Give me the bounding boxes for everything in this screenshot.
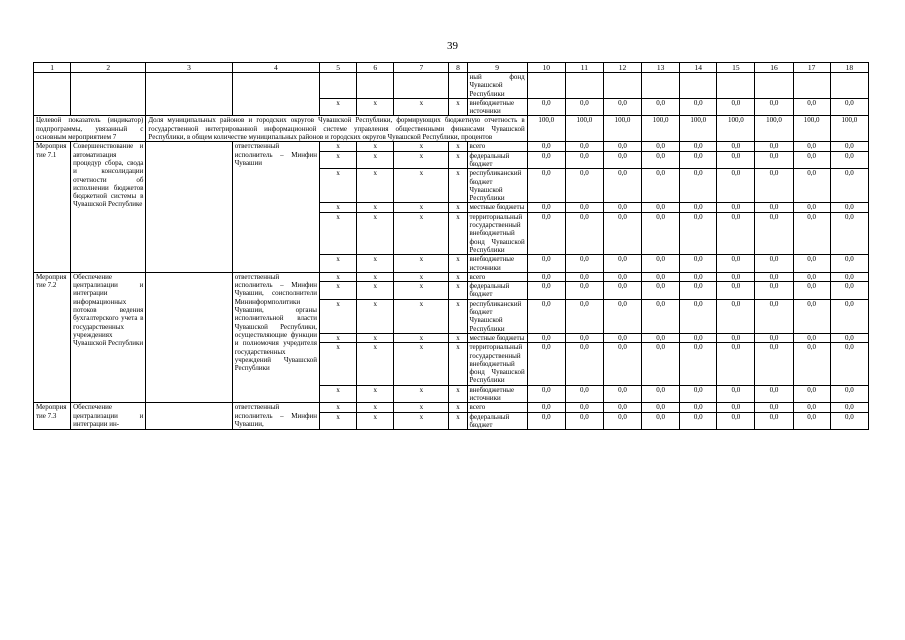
amount-cell: 0,0 xyxy=(603,142,641,151)
mark-cell: x xyxy=(449,403,467,412)
measure-executor: ответственный исполнитель – Минфин Чувашии, соисполнители Мининформполитики Чувашии, органы исполнительной власти Чувашской Республики, осуществляющие функции и полномочия учредителя государственных учреждений Чувашской Республики xyxy=(232,272,319,402)
amount-cell: 0,0 xyxy=(565,385,603,403)
funding-source: федеральный бюджет xyxy=(467,151,527,169)
mark-cell: x xyxy=(394,169,449,203)
empty-cell xyxy=(146,73,232,116)
mark-cell: x xyxy=(394,282,449,300)
mark-cell: x xyxy=(357,385,394,403)
amount-cell: 0,0 xyxy=(565,98,603,116)
mark-cell: x xyxy=(449,98,467,116)
mark-cell: x xyxy=(394,212,449,254)
column-number-6: 6 xyxy=(357,63,394,73)
amount-cell: 0,0 xyxy=(603,203,641,212)
amount-cell: 0,0 xyxy=(793,343,830,385)
column-number-5: 5 xyxy=(320,63,357,73)
amount-cell: 0,0 xyxy=(755,203,793,212)
amount-cell: 0,0 xyxy=(717,282,755,300)
mark-cell: x xyxy=(449,299,467,333)
amount-cell: 0,0 xyxy=(755,142,793,151)
amount-cell: 0,0 xyxy=(830,343,868,385)
mark-cell: x xyxy=(394,255,449,273)
amount-cell: 0,0 xyxy=(830,403,868,412)
amount-cell: 0,0 xyxy=(830,255,868,273)
mark-cell xyxy=(320,73,357,99)
amount-cell: 0,0 xyxy=(830,412,868,430)
mark-cell: x xyxy=(394,142,449,151)
table-row xyxy=(34,142,869,151)
amount-cell: 0,0 xyxy=(565,142,603,151)
amount-cell: 0,0 xyxy=(642,343,680,385)
budget-table xyxy=(33,62,869,430)
column-number-row xyxy=(34,63,869,73)
amount-cell: 0,0 xyxy=(527,343,565,385)
amount-cell: 0,0 xyxy=(603,403,641,412)
amount-cell: 0,0 xyxy=(642,272,680,281)
column-number-3: 3 xyxy=(146,63,232,73)
amount-cell: 0,0 xyxy=(565,169,603,203)
amount-cell: 0,0 xyxy=(680,142,717,151)
amount-cell: 0,0 xyxy=(527,203,565,212)
amount-cell: 0,0 xyxy=(680,299,717,333)
column-number-16: 16 xyxy=(755,63,793,73)
amount-cell: 0,0 xyxy=(830,142,868,151)
amount-cell xyxy=(830,73,868,99)
mark-cell: x xyxy=(357,272,394,281)
amount-cell: 0,0 xyxy=(527,282,565,300)
amount-cell: 0,0 xyxy=(527,255,565,273)
amount-cell: 0,0 xyxy=(755,412,793,430)
amount-cell: 0,0 xyxy=(565,212,603,254)
column-number-14: 14 xyxy=(680,63,717,73)
amount-cell: 0,0 xyxy=(793,169,830,203)
measure-code: Мероприятие 7.2 xyxy=(34,272,71,402)
amount-cell xyxy=(603,73,641,99)
amount-cell: 0,0 xyxy=(755,385,793,403)
funding-source: федеральный бюджет xyxy=(467,282,527,300)
mark-cell: x xyxy=(320,142,357,151)
amount-cell: 0,0 xyxy=(527,212,565,254)
mark-cell: x xyxy=(449,203,467,212)
amount-cell: 0,0 xyxy=(527,142,565,151)
mark-cell: x xyxy=(449,272,467,281)
amount-cell: 0,0 xyxy=(717,412,755,430)
amount-cell: 0,0 xyxy=(830,203,868,212)
amount-cell: 0,0 xyxy=(565,343,603,385)
funding-source: всего xyxy=(467,142,527,151)
mark-cell: x xyxy=(449,151,467,169)
mark-cell: x xyxy=(357,412,394,430)
mark-cell: x xyxy=(320,203,357,212)
amount-cell: 0,0 xyxy=(755,169,793,203)
amount-cell: 0,0 xyxy=(642,142,680,151)
mark-cell: x xyxy=(449,333,467,342)
mark-cell: x xyxy=(449,255,467,273)
amount-cell: 0,0 xyxy=(830,212,868,254)
mark-cell: x xyxy=(449,212,467,254)
amount-cell: 0,0 xyxy=(830,169,868,203)
amount-cell: 0,0 xyxy=(642,169,680,203)
funding-source: ный фонд Чувашской Республики xyxy=(467,73,527,99)
measure-executor: ответственный исполнитель – Минфин Чувашии, xyxy=(232,403,319,430)
target-value: 100,0 xyxy=(793,116,830,142)
amount-cell: 0,0 xyxy=(565,282,603,300)
column-number-13: 13 xyxy=(642,63,680,73)
mark-cell: x xyxy=(357,299,394,333)
amount-cell xyxy=(680,73,717,99)
mark-cell: x xyxy=(394,272,449,281)
funding-source: местные бюджеты xyxy=(467,333,527,342)
measure-name: Обеспечение централизации и интеграции ин- xyxy=(71,403,146,430)
amount-cell: 0,0 xyxy=(717,255,755,273)
amount-cell: 0,0 xyxy=(717,343,755,385)
mark-cell: x xyxy=(394,343,449,385)
amount-cell: 0,0 xyxy=(793,151,830,169)
amount-cell: 0,0 xyxy=(717,385,755,403)
target-value: 100,0 xyxy=(680,116,717,142)
amount-cell xyxy=(527,73,565,99)
mark-cell: x xyxy=(320,299,357,333)
amount-cell: 0,0 xyxy=(717,212,755,254)
amount-cell: 0,0 xyxy=(527,299,565,333)
measure-code: Мероприятие 7.1 xyxy=(34,142,71,272)
amount-cell: 0,0 xyxy=(755,403,793,412)
amount-cell: 0,0 xyxy=(755,299,793,333)
column-number-15: 15 xyxy=(717,63,755,73)
amount-cell: 0,0 xyxy=(642,403,680,412)
funding-source: всего xyxy=(467,403,527,412)
amount-cell: 0,0 xyxy=(603,299,641,333)
column-number-12: 12 xyxy=(603,63,641,73)
empty-cell xyxy=(146,272,232,402)
amount-cell: 0,0 xyxy=(642,203,680,212)
amount-cell: 0,0 xyxy=(755,282,793,300)
mark-cell: x xyxy=(357,333,394,342)
amount-cell: 0,0 xyxy=(793,282,830,300)
amount-cell: 0,0 xyxy=(793,212,830,254)
amount-cell xyxy=(642,73,680,99)
amount-cell: 0,0 xyxy=(642,299,680,333)
amount-cell: 0,0 xyxy=(793,98,830,116)
mark-cell: x xyxy=(449,343,467,385)
amount-cell: 0,0 xyxy=(793,142,830,151)
funding-source: республиканский бюджет Чувашской Республики xyxy=(467,169,527,203)
funding-source: республиканский бюджет Чувашской Республики xyxy=(467,299,527,333)
amount-cell: 0,0 xyxy=(642,385,680,403)
amount-cell: 0,0 xyxy=(527,98,565,116)
target-value: 100,0 xyxy=(565,116,603,142)
mark-cell: x xyxy=(320,255,357,273)
measure-name: Обеспечение централизации и интеграции информационных потоков ведения бухгалтерского учета в государственных учреждениях Чувашской Республики xyxy=(71,272,146,402)
measure-executor: ответственный исполнитель – Минфин Чувашии xyxy=(232,142,319,272)
funding-source: территориальный государственный внебюджетный фонд Чувашской Республики xyxy=(467,212,527,254)
mark-cell: x xyxy=(357,255,394,273)
mark-cell xyxy=(449,73,467,99)
amount-cell: 0,0 xyxy=(527,272,565,281)
measure-code: Мероприятие 7.3 xyxy=(34,403,71,430)
amount-cell: 0,0 xyxy=(830,272,868,281)
amount-cell: 0,0 xyxy=(642,333,680,342)
column-number-11: 11 xyxy=(565,63,603,73)
amount-cell: 0,0 xyxy=(642,151,680,169)
amount-cell: 0,0 xyxy=(755,343,793,385)
amount-cell: 0,0 xyxy=(793,403,830,412)
mark-cell: x xyxy=(449,282,467,300)
amount-cell: 0,0 xyxy=(717,169,755,203)
column-number-17: 17 xyxy=(793,63,830,73)
target-text: Доля муниципальных районов и городских округов Чувашской Республики, формирующих бюджетную отчетность в государственной интегрированной информационной системе управления общественными финансами Чувашской Республики, в общем количестве муниципальных районов и городских округов Чувашской Республики, процентов xyxy=(146,116,527,142)
target-value: 100,0 xyxy=(527,116,565,142)
amount-cell: 0,0 xyxy=(793,203,830,212)
amount-cell: 0,0 xyxy=(755,255,793,273)
amount-cell: 0,0 xyxy=(527,412,565,430)
amount-cell: 0,0 xyxy=(793,299,830,333)
empty-cell xyxy=(71,73,146,116)
amount-cell: 0,0 xyxy=(680,151,717,169)
amount-cell xyxy=(755,73,793,99)
amount-cell: 0,0 xyxy=(565,203,603,212)
mark-cell: x xyxy=(357,151,394,169)
amount-cell: 0,0 xyxy=(717,403,755,412)
mark-cell: x xyxy=(320,212,357,254)
amount-cell: 0,0 xyxy=(603,282,641,300)
mark-cell: x xyxy=(394,299,449,333)
mark-cell: x xyxy=(320,282,357,300)
mark-cell: x xyxy=(449,412,467,430)
amount-cell: 0,0 xyxy=(793,385,830,403)
table-row xyxy=(34,403,869,412)
mark-cell: x xyxy=(320,272,357,281)
column-number-4: 4 xyxy=(232,63,319,73)
mark-cell: x xyxy=(394,412,449,430)
amount-cell: 0,0 xyxy=(755,272,793,281)
amount-cell xyxy=(793,73,830,99)
column-number-1: 1 xyxy=(34,63,71,73)
amount-cell: 0,0 xyxy=(642,412,680,430)
amount-cell: 0,0 xyxy=(603,385,641,403)
amount-cell xyxy=(717,73,755,99)
mark-cell: x xyxy=(394,403,449,412)
empty-cell xyxy=(34,73,71,116)
mark-cell: x xyxy=(320,385,357,403)
amount-cell: 0,0 xyxy=(642,255,680,273)
mark-cell: x xyxy=(357,343,394,385)
mark-cell: x xyxy=(394,203,449,212)
amount-cell: 0,0 xyxy=(603,212,641,254)
funding-source: федеральный бюджет xyxy=(467,412,527,430)
column-number-7: 7 xyxy=(394,63,449,73)
amount-cell: 0,0 xyxy=(680,203,717,212)
empty-cell xyxy=(146,403,232,430)
amount-cell: 0,0 xyxy=(717,299,755,333)
amount-cell: 0,0 xyxy=(717,142,755,151)
target-value: 100,0 xyxy=(755,116,793,142)
target-value: 100,0 xyxy=(603,116,641,142)
amount-cell: 0,0 xyxy=(680,169,717,203)
mark-cell: x xyxy=(320,333,357,342)
amount-cell: 0,0 xyxy=(830,282,868,300)
target-value: 100,0 xyxy=(642,116,680,142)
funding-source: внебюджетные источники xyxy=(467,385,527,403)
amount-cell: 0,0 xyxy=(717,203,755,212)
table-body xyxy=(34,73,869,430)
amount-cell: 0,0 xyxy=(755,98,793,116)
amount-cell: 0,0 xyxy=(680,343,717,385)
mark-cell: x xyxy=(357,169,394,203)
funding-source: внебюджетные источники xyxy=(467,255,527,273)
target-value: 100,0 xyxy=(717,116,755,142)
amount-cell: 0,0 xyxy=(830,299,868,333)
amount-cell: 0,0 xyxy=(793,412,830,430)
mark-cell xyxy=(357,73,394,99)
mark-cell: x xyxy=(320,169,357,203)
amount-cell: 0,0 xyxy=(603,343,641,385)
amount-cell: 0,0 xyxy=(680,282,717,300)
amount-cell: 0,0 xyxy=(793,255,830,273)
funding-source: всего xyxy=(467,272,527,281)
mark-cell: x xyxy=(449,142,467,151)
column-number-8: 8 xyxy=(449,63,467,73)
amount-cell: 0,0 xyxy=(565,151,603,169)
amount-cell: 0,0 xyxy=(793,272,830,281)
funding-source: местные бюджеты xyxy=(467,203,527,212)
amount-cell: 0,0 xyxy=(565,255,603,273)
amount-cell: 0,0 xyxy=(603,272,641,281)
mark-cell: x xyxy=(320,151,357,169)
amount-cell: 0,0 xyxy=(603,255,641,273)
target-label: Целевой показатель (индикатор) подпрограммы, увязанный с основным мероприятием 7 xyxy=(34,116,146,142)
table-row xyxy=(34,73,869,99)
empty-cell xyxy=(146,142,232,272)
amount-cell: 0,0 xyxy=(642,212,680,254)
amount-cell: 0,0 xyxy=(680,385,717,403)
page-number: 39 xyxy=(447,40,458,52)
mark-cell: x xyxy=(357,203,394,212)
amount-cell: 0,0 xyxy=(565,299,603,333)
amount-cell: 0,0 xyxy=(642,282,680,300)
amount-cell: 0,0 xyxy=(603,412,641,430)
amount-cell: 0,0 xyxy=(680,412,717,430)
amount-cell: 0,0 xyxy=(755,212,793,254)
amount-cell: 0,0 xyxy=(717,151,755,169)
amount-cell: 0,0 xyxy=(680,403,717,412)
amount-cell: 0,0 xyxy=(717,98,755,116)
amount-cell: 0,0 xyxy=(603,151,641,169)
column-number-18: 18 xyxy=(830,63,868,73)
amount-cell: 0,0 xyxy=(603,333,641,342)
amount-cell: 0,0 xyxy=(830,333,868,342)
amount-cell: 0,0 xyxy=(527,151,565,169)
amount-cell: 0,0 xyxy=(717,272,755,281)
empty-cell xyxy=(232,73,319,116)
mark-cell: x xyxy=(394,98,449,116)
target-value: 100,0 xyxy=(830,116,868,142)
mark-cell: x xyxy=(357,98,394,116)
table-row xyxy=(34,272,869,281)
target-indicator-row xyxy=(34,116,869,142)
mark-cell: x xyxy=(320,343,357,385)
amount-cell: 0,0 xyxy=(603,169,641,203)
funding-source: внебюджетные источники xyxy=(467,98,527,116)
amount-cell: 0,0 xyxy=(565,333,603,342)
amount-cell: 0,0 xyxy=(717,333,755,342)
mark-cell: x xyxy=(320,403,357,412)
amount-cell: 0,0 xyxy=(565,403,603,412)
mark-cell: x xyxy=(449,385,467,403)
amount-cell: 0,0 xyxy=(680,212,717,254)
mark-cell: x xyxy=(394,151,449,169)
mark-cell xyxy=(394,73,449,99)
amount-cell: 0,0 xyxy=(565,412,603,430)
mark-cell: x xyxy=(357,282,394,300)
amount-cell: 0,0 xyxy=(642,98,680,116)
amount-cell: 0,0 xyxy=(527,333,565,342)
amount-cell: 0,0 xyxy=(603,98,641,116)
amount-cell: 0,0 xyxy=(830,151,868,169)
amount-cell xyxy=(565,73,603,99)
column-number-9: 9 xyxy=(467,63,527,73)
amount-cell: 0,0 xyxy=(680,255,717,273)
amount-cell: 0,0 xyxy=(755,151,793,169)
amount-cell: 0,0 xyxy=(565,272,603,281)
funding-source: территориальный государственный внебюджетный фонд Чувашской Республики xyxy=(467,343,527,385)
mark-cell: x xyxy=(394,385,449,403)
mark-cell: x xyxy=(357,212,394,254)
amount-cell: 0,0 xyxy=(527,385,565,403)
mark-cell: x xyxy=(320,412,357,430)
mark-cell: x xyxy=(449,169,467,203)
mark-cell: x xyxy=(394,333,449,342)
amount-cell: 0,0 xyxy=(755,333,793,342)
amount-cell: 0,0 xyxy=(680,98,717,116)
amount-cell: 0,0 xyxy=(793,333,830,342)
amount-cell: 0,0 xyxy=(527,169,565,203)
column-number-2: 2 xyxy=(71,63,146,73)
mark-cell: x xyxy=(357,142,394,151)
column-number-10: 10 xyxy=(527,63,565,73)
amount-cell: 0,0 xyxy=(680,272,717,281)
amount-cell: 0,0 xyxy=(680,333,717,342)
amount-cell: 0,0 xyxy=(830,385,868,403)
amount-cell: 0,0 xyxy=(527,403,565,412)
mark-cell: x xyxy=(357,403,394,412)
amount-cell: 0,0 xyxy=(830,98,868,116)
mark-cell: x xyxy=(320,98,357,116)
measure-name: Совершенствование и автоматизация процедур сбора, свода и консолидации отчетности об исполнении бюджетов бюджетной системы в Чувашской Республике xyxy=(71,142,146,272)
